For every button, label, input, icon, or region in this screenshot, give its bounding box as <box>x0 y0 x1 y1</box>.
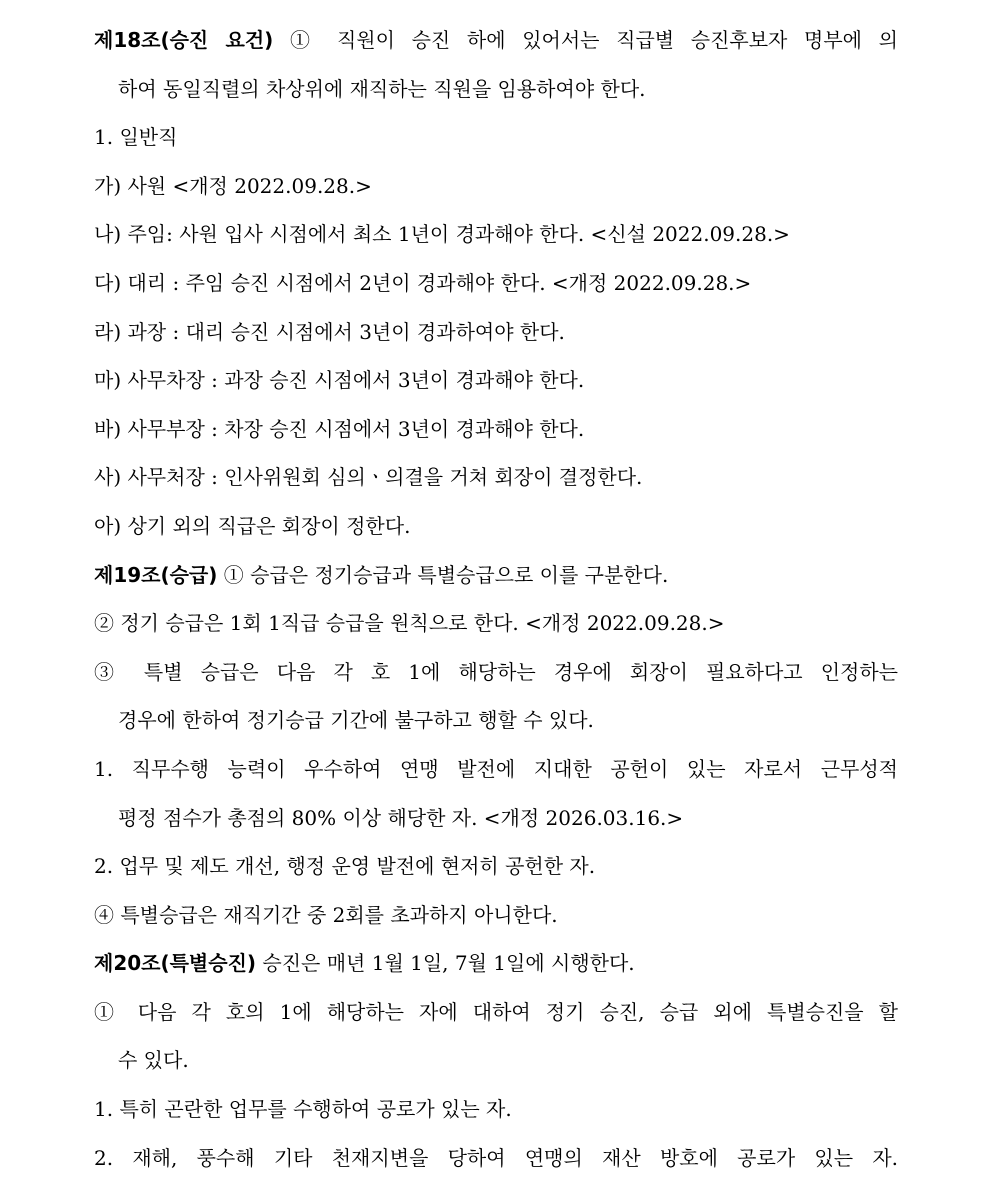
article-19-item1-line1: 1. 직무수행 능력이 우수하여 연맹 발전에 지대한 공헌이 있는 자로서 근무성적 <box>94 756 898 781</box>
article-19-para3-line2: 경우에 한하여 정기승급 기간에 불구하고 행할 수 있다. <box>118 708 594 733</box>
article-20-para1-line2: 수 있다. <box>118 1048 189 1073</box>
article-18-item-assistant-manager: 다) 대리 : 주임 승진 시점에서 2년이 경과해야 한다. <개정 2022.09.28.> <box>94 270 752 295</box>
article-18-item-manager: 라) 과장 : 대리 승진 시점에서 3년이 경과하여야 한다. <box>94 319 565 344</box>
article-20-item2: 2. 재해, 풍수해 기타 천재지변을 당하여 연맹의 재산 방호에 공로가 있는 자. <box>94 1145 898 1170</box>
article-19-first-line <box>94 551 898 600</box>
article-19-para2: ② 정기 승급은 1회 1직급 승급을 원칙으로 한다. <개정 2022.09.28.> <box>94 611 725 636</box>
article-18-para1-text: ① 직원이 승진 하에 있어서는 직급별 승진후보자 명부에 의 <box>289 28 898 52</box>
article-20-intro-text: 승진은 매년 1월 1일, 7월 1일에 시행한다. <box>262 951 635 976</box>
article-20-heading: 제20조(특별승진) <box>94 951 257 976</box>
article-19-heading: 제19조(승급) <box>94 562 218 587</box>
regulation-document <box>94 16 898 1182</box>
article-18-para1-continuation: 하여 동일직렬의 차상위에 재직하는 직원을 임용하여야 한다. <box>118 76 646 101</box>
article-18-item-deputy-general-manager: 마) 사무차장 : 과장 승진 시점에서 3년이 경과해야 한다. <box>94 368 585 393</box>
article-18-heading: 제18조(승진 요건) <box>94 28 274 52</box>
article-19-para4: ④ 특별승급은 재직기간 중 2회를 초과하지 아니한다. <box>94 902 558 927</box>
article-18-first-line <box>94 16 898 65</box>
article-18-item-senior-staff: 나) 주임: 사원 입사 시점에서 최소 1년이 경과해야 한다. <신설 2022.09.28.> <box>94 222 790 247</box>
article-18-item-staff: 가) 사원 <개정 2022.09.28.> <box>94 173 372 198</box>
article-19-item2: 2. 업무 및 제도 개선, 행정 운영 발전에 현저히 공헌한 자. <box>94 854 596 879</box>
article-20-first-line <box>94 939 898 988</box>
article-19-para1-text: ① 승급은 정기승급과 특별승급으로 이를 구분한다. <box>223 562 669 587</box>
article-18-item-secretary-general: 사) 사무처장 : 인사위원회 심의ㆍ의결을 거쳐 회장이 결정한다. <box>94 465 643 490</box>
article-19-item1-line2: 평정 점수가 총점의 80% 이상 해당한 자. <개정 2026.03.16.> <box>118 805 684 830</box>
article-20-para1-line1: ① 다음 각 호의 1에 해당하는 자에 대하여 정기 승진, 승급 외에 특별승진을 할 <box>94 999 898 1024</box>
article-18-item-other-grades: 아) 상기 외의 직급은 회장이 정한다. <box>94 513 411 538</box>
article-19-para3-line1: ③ 특별 승급은 다음 각 호 1에 해당하는 경우에 회장이 필요하다고 인정하는 <box>94 659 898 684</box>
article-18-item-general-manager: 바) 사무부장 : 차장 승진 시점에서 3년이 경과해야 한다. <box>94 416 585 441</box>
article-20-item1: 1. 특히 곤란한 업무를 수행하여 공로가 있는 자. <box>94 1097 512 1122</box>
article-18-item-general: 1. 일반직 <box>94 125 178 150</box>
